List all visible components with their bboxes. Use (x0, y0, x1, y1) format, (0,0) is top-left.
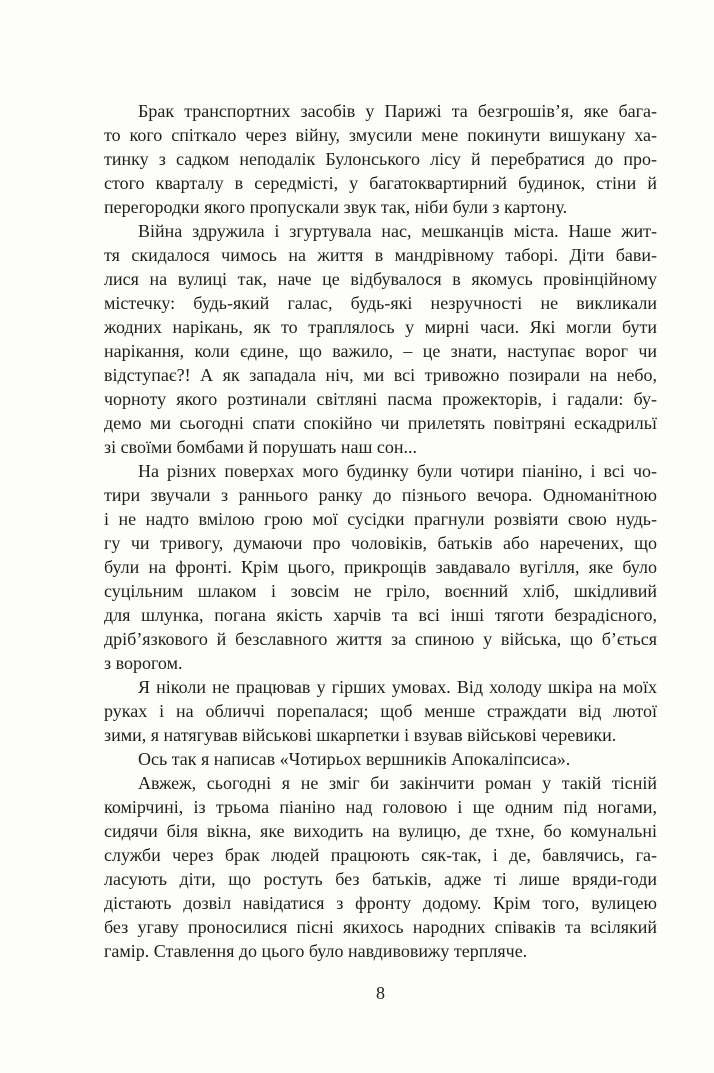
text-line: гу чи тривогу, думаючи про чоловіків, батьків або наречених, що (104, 533, 657, 553)
paragraph (104, 219, 657, 459)
text-line: без угаву проносилися пісні якихось народних співаків та всілякий (104, 917, 657, 937)
text-line: дістають дозвіл навідатися з фронту додому. Крім того, вулицею (104, 893, 657, 913)
text-line: зі своїми бомбами й порушать наш сон... (104, 437, 417, 457)
text-line: жодних нарікань, як то траплялось у мирні часи. Які могли бути (104, 317, 657, 337)
text-line: Я ніколи не працював у гірших умовах. Від холоду шкіра на моїх (138, 677, 657, 697)
text-line: лися на вулиці так, наче це відбувалося в якомусь провінційному (104, 269, 657, 289)
text-line: Війна здружила і згуртувала нас, мешканців міста. Наше жит- (138, 221, 657, 241)
text-line: нарікання, коли єдине, що важило, – це знати, наступає ворог чи (104, 341, 657, 361)
paragraph (104, 99, 657, 219)
text-line: для шлунка, погана якість харчів та всі інші тяготи безрадісного, (104, 605, 657, 625)
page-number: 8 (376, 983, 385, 1003)
text-line: демо ми сьогодні спати спокійно чи прилетять повітряні ескадрильї (104, 413, 657, 433)
text-line: комірчині, із трьома піаніно над головою і ще одним під ногами, (104, 797, 657, 817)
text-line: дріб’язкового й безславного життя за спиною у війська, що б’ється (104, 629, 657, 649)
text-line: Авжеж, сьогодні я не зміг би закінчити роман у такій тісній (138, 773, 657, 793)
text-line: сидячи біля вікна, яке виходить на вулицю, де тхне, бо комунальні (104, 821, 657, 841)
text-line: містечку: будь-який галас, будь-які незручності не викликали (104, 293, 657, 313)
text-line: тири звучали з раннього ранку до пізнього вечора. Одноманітною (104, 485, 657, 505)
text-line: служби через брак людей працюють сяк-так, і де, бавлячись, га- (104, 845, 657, 865)
text-line: Ось так я написав «Чотирьох вершників Апокаліпсиса». (138, 749, 571, 769)
text-line: стого кварталу в середмісті, у багатоквартирний будинок, стіни й (104, 173, 657, 193)
paragraph (104, 747, 657, 771)
text-line: суцільним шлаком і зовсім не гріло, воєнний хліб, шкідливий (104, 581, 657, 601)
text-line: і не надто вмілою грою мої сусідки прагнули розвіяти свою нудь- (104, 509, 657, 529)
text-line: руках і на обличчі порепалася; щоб менше страждати від лютої (104, 701, 657, 721)
text-line: з ворогом. (104, 653, 183, 673)
paragraph (104, 675, 657, 747)
paragraph (104, 771, 657, 963)
text-line: тя скидалося чимось на життя в мандрівному таборі. Діти бави- (104, 245, 657, 265)
text-line: відступає?! А як западала ніч, ми всі тривожно позирали на небо, (104, 365, 657, 385)
text-line: то кого спіткало через війну, змусили мене покинути вишукану ха- (104, 125, 657, 145)
text-line: тинку з садком неподалік Булонського лісу й перебратися до про- (104, 149, 657, 169)
text-line: гамір. Ставлення до цього було навдивовижу терпляче. (104, 941, 528, 961)
text-line: були на фронті. Крім цього, прикрощів завдавало вугілля, яке було (104, 557, 657, 577)
text-line: чорноту якого розтинали світляні пасма прожекторів, і гадали: бу- (104, 389, 657, 409)
text-line: На різних поверхах мого будинку були чотири піаніно, і всі чо- (138, 461, 657, 481)
text-line: перегородки якого пропускали звук так, ніби були з картону. (104, 197, 568, 217)
text-line: зими, я натягував військові шкарпетки і взував військові черевики. (104, 725, 617, 745)
paragraph (104, 459, 657, 675)
text-line: ласують діти, що ростуть без батьків, адже ті лише вряди-годи (104, 869, 657, 889)
text-line: Брак транспортних засобів у Парижі та безгрошів’я, яке бага- (138, 101, 657, 121)
text-block (104, 99, 657, 963)
